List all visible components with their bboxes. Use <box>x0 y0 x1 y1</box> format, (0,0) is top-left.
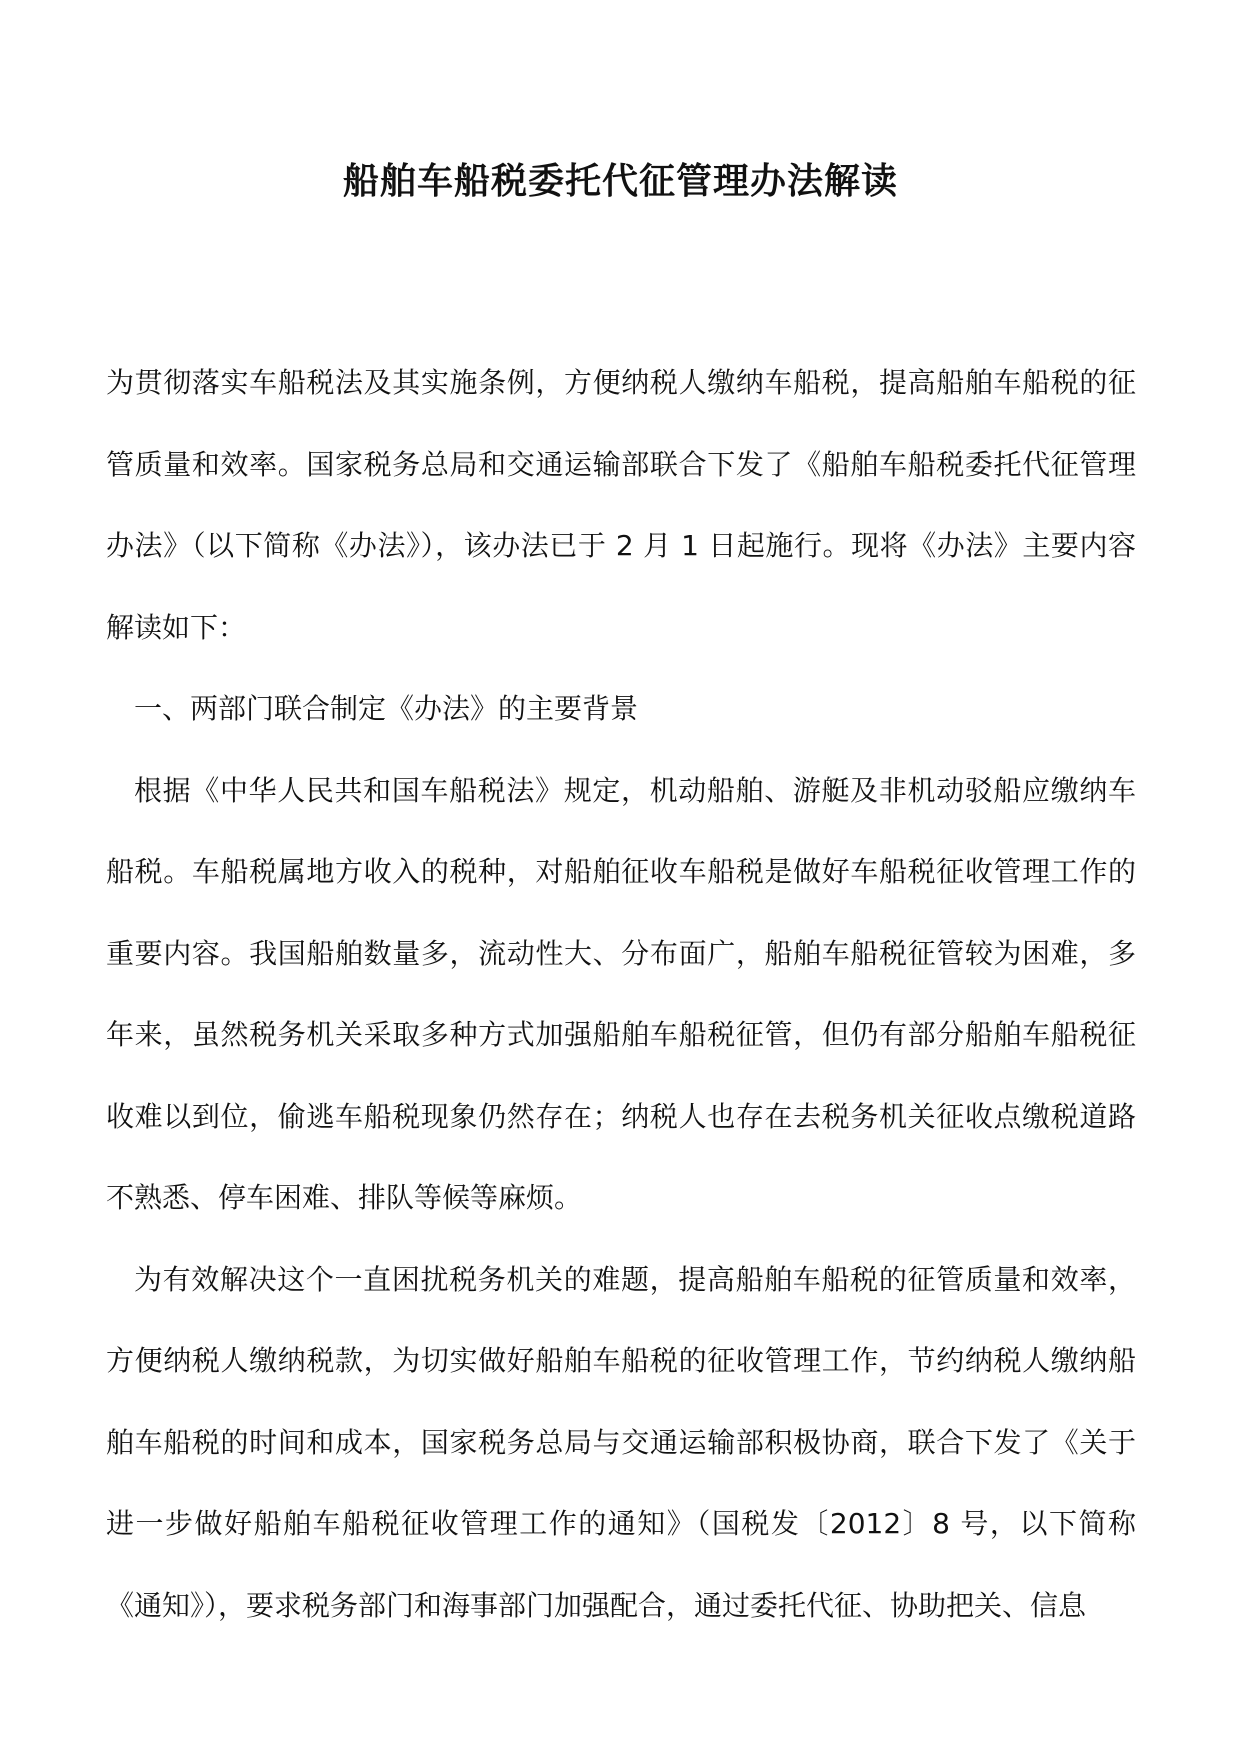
section-heading-background: 一、两部门联合制定《办法》的主要背景 <box>134 692 639 725</box>
paragraph-solution: 为有效解决这个一直困扰税务机关的难题，提高船舶车船税的征管质量和效率，方便纳税人缴纳税款，为切实做好船舶车船税的征收管理工作，节约纳税人缴纳船舶车船税的时间和成本，国家税务总局与交通运输部积极协商，联合下发了《关于进一步做好船舶车船税征收管理工作的通知》（国税发〔2012〕8 号，以下简称《通知》），要求税务部门和海事部门加强配合，通过委托代征、协助把关、信息 <box>106 1262 1136 1622</box>
paragraph-intro: 为贯彻落实车船税法及其实施条例，方便纳税人缴纳车船税，提高船舶车船税的征管质量和效率。国家税务总局和交通运输部联合下发了《船舶车船税委托代征管理办法》（以下简称《办法》），该办法已于 2 月 1 日起施行。现将《办法》主要内容解读如下： <box>106 366 1136 644</box>
document-body <box>106 342 1136 1646</box>
document-title: 船舶车船税委托代征管理办法解读 <box>342 160 898 202</box>
paragraph-legal-basis: 根据《中华人民共和国车船税法》规定，机动船舶、游艇及非机动驳船应缴纳车船税。车船税属地方收入的税种，对船舶征收车船税是做好车船税征收管理工作的重要内容。我国船舶数量多，流动性大、分布面广，船舶车船税征管较为困难，多年来，虽然税务机关采取多种方式加强船舶车船税征管，但仍有部分船舶车船税征收难以到位，偷逃车船税现象仍然存在；纳税人也存在去税务机关征收点缴税道路不熟悉、停车困难、排队等候等麻烦。 <box>106 773 1136 1214</box>
